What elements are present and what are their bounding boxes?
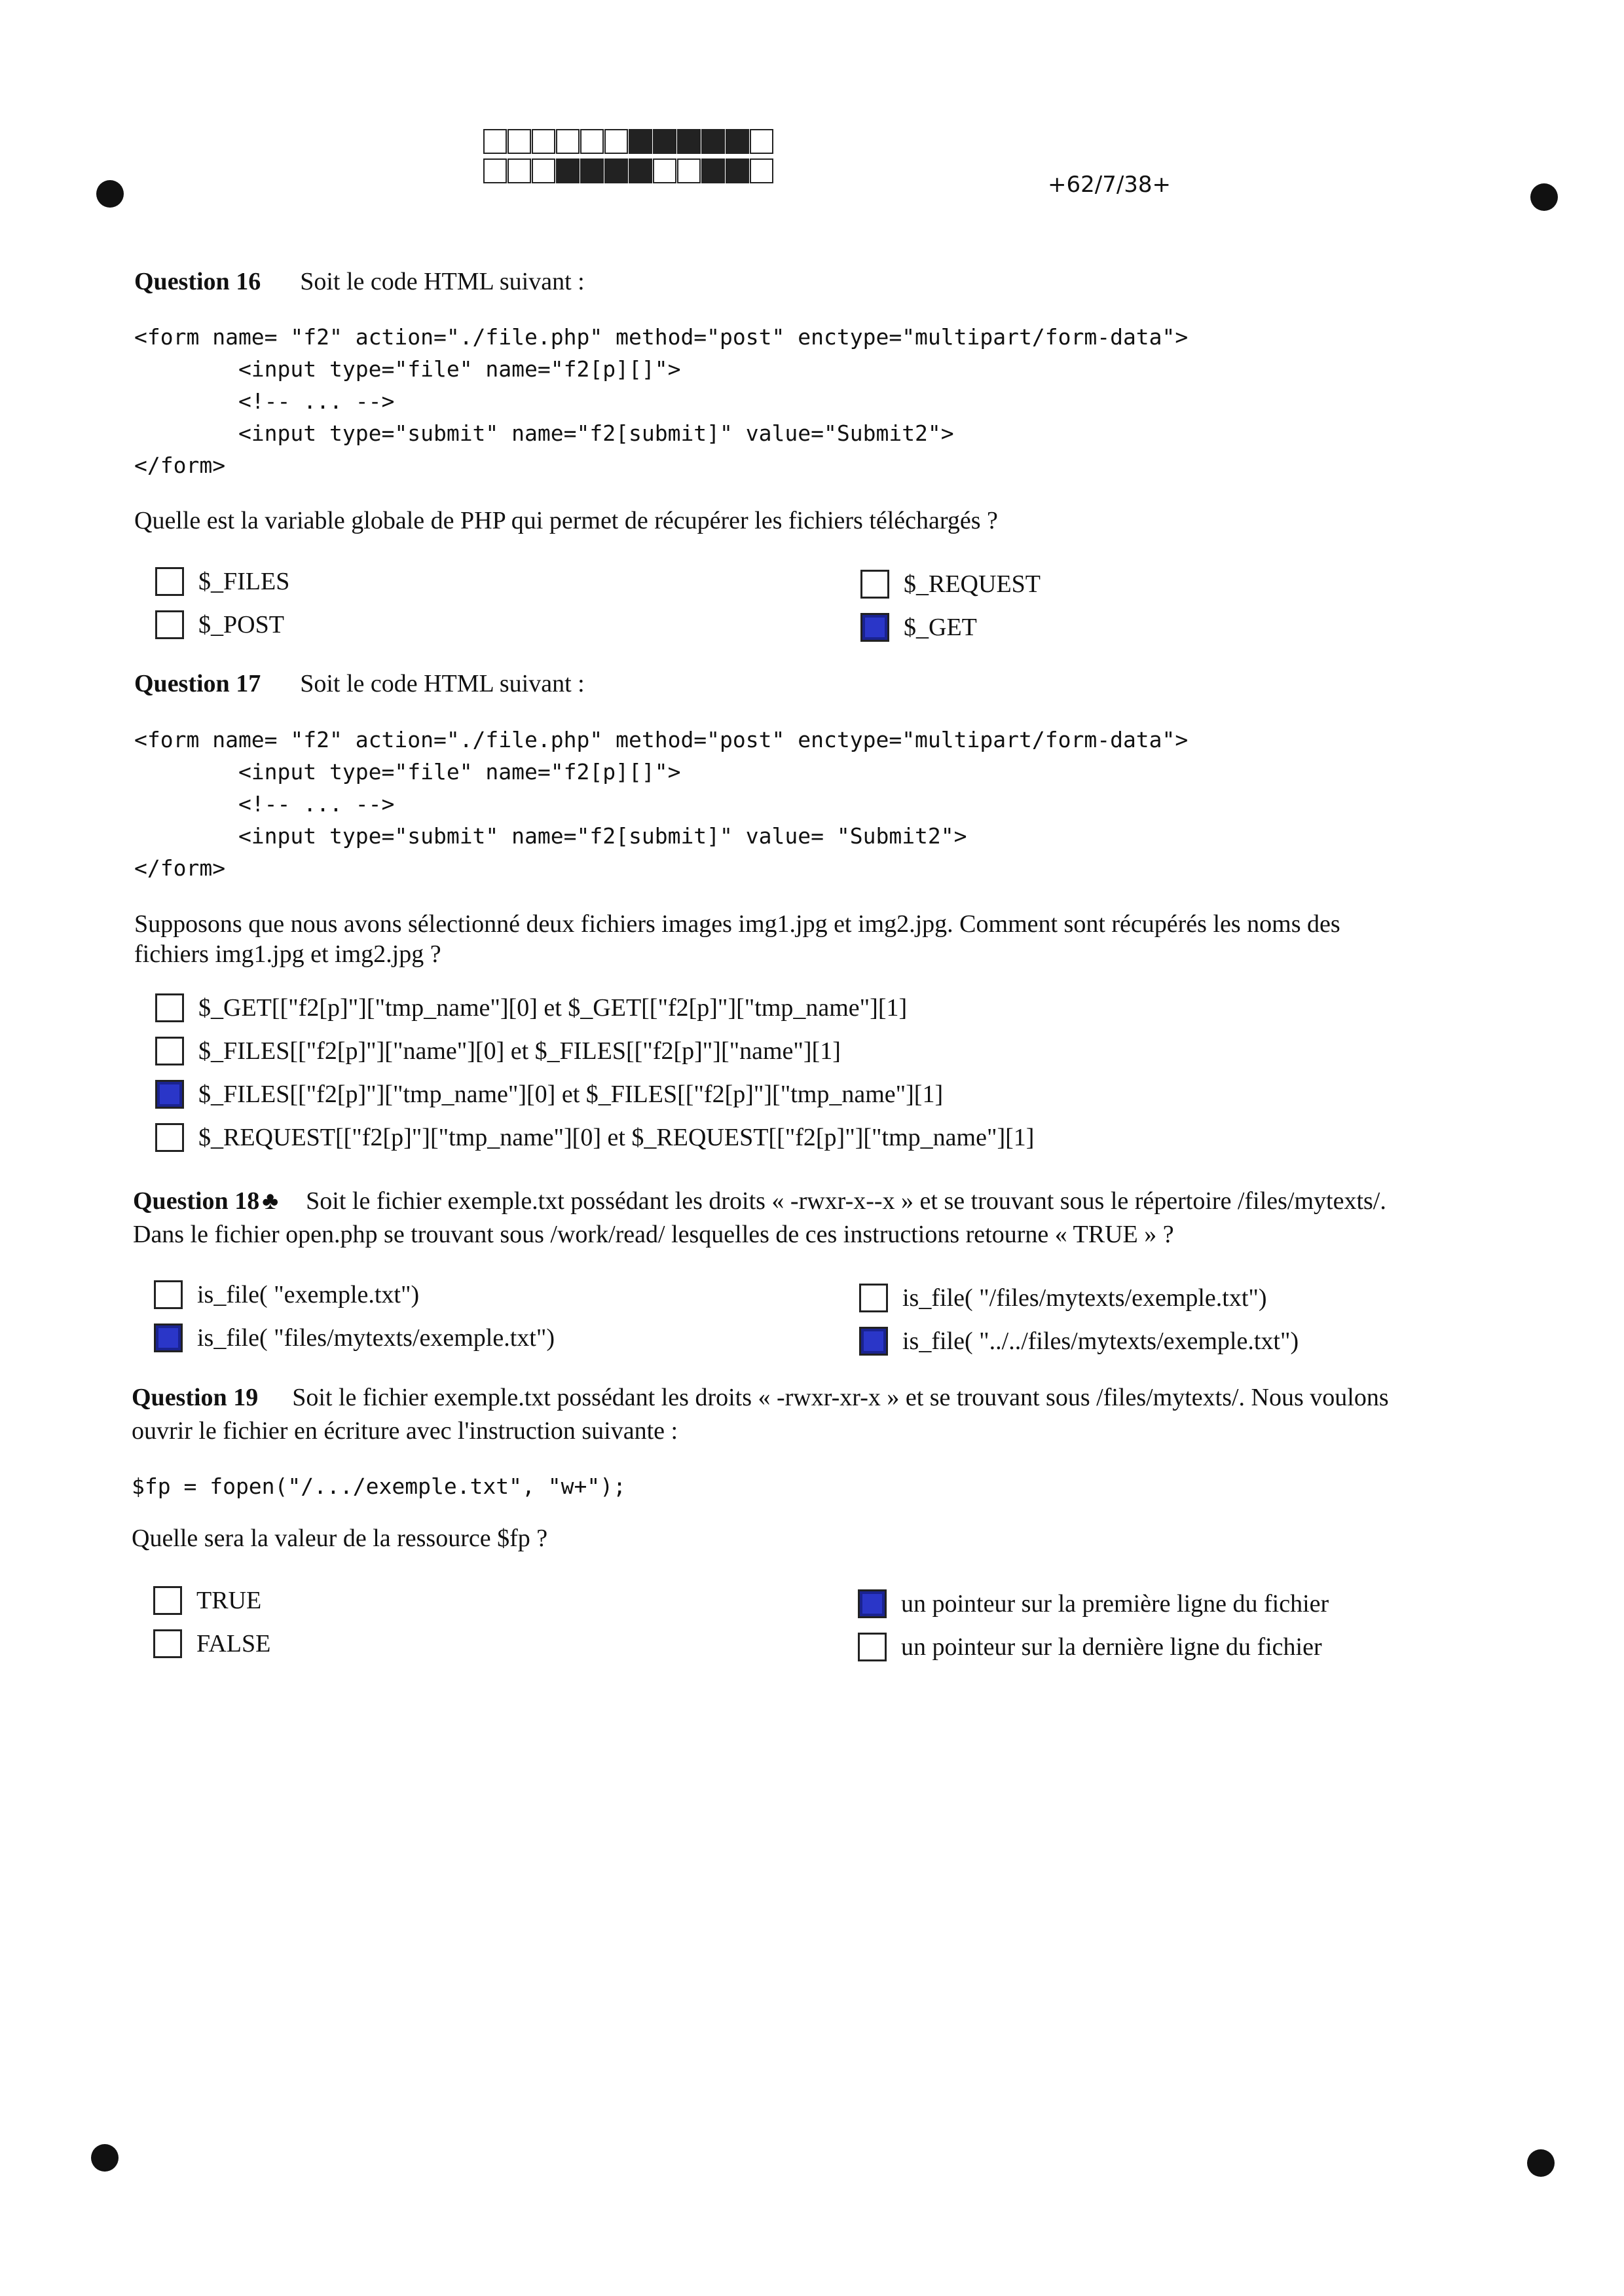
barcode-cell bbox=[677, 129, 701, 154]
q19-option-first-line[interactable] bbox=[858, 1589, 1329, 1618]
q18-option-4[interactable] bbox=[859, 1327, 1299, 1356]
checkbox[interactable] bbox=[155, 1037, 184, 1065]
question-title: Soit le fichier exemple.txt possédant les droits « -rwxr-xr-x » et se trouvant sous /files/mytexts/. Nous voulons bbox=[292, 1384, 1389, 1411]
code-block-q17 bbox=[134, 724, 1188, 884]
barcode-row bbox=[483, 129, 774, 155]
question-17-text-line1: Supposons que nous avons sélectionné deux fichiers images img1.jpg et img2.jpg. Comment sont récupérés les noms des bbox=[134, 910, 1340, 938]
barcode-cell bbox=[532, 129, 555, 154]
q16-option-request[interactable] bbox=[860, 570, 1041, 599]
q18-option-2[interactable] bbox=[859, 1284, 1267, 1312]
option-label: $_GET bbox=[904, 614, 977, 641]
question-16-text: Quelle est la variable globale de PHP qui permet de récupérer les fichiers téléchargés ? bbox=[134, 507, 998, 534]
checkbox[interactable] bbox=[155, 1080, 184, 1109]
checkbox[interactable] bbox=[155, 610, 184, 639]
checkbox[interactable] bbox=[858, 1589, 887, 1618]
question-17-header bbox=[134, 669, 585, 698]
question-number: Question 18 bbox=[133, 1187, 260, 1215]
question-title: Soit le code HTML suivant : bbox=[300, 268, 585, 295]
q17-option-files-name[interactable] bbox=[155, 1037, 841, 1065]
question-title: Soit le fichier exemple.txt possédant les droits « -rwxr-x--x » et se trouvant sous le répertoire /files/mytexts/. bbox=[306, 1187, 1386, 1215]
checkbox[interactable] bbox=[860, 570, 889, 599]
question-number: Question 17 bbox=[134, 670, 261, 697]
barcode-cell bbox=[580, 158, 604, 183]
question-19-header bbox=[132, 1383, 1389, 1412]
option-label: $_POST bbox=[198, 611, 284, 639]
barcode-cell bbox=[556, 129, 580, 154]
checkbox[interactable] bbox=[155, 993, 184, 1022]
q17-option-get[interactable] bbox=[155, 993, 907, 1022]
barcode-cell bbox=[653, 129, 676, 154]
barcode-cell bbox=[532, 158, 555, 183]
multi-answer-symbol: ♣ bbox=[262, 1187, 279, 1215]
code-line-q19: $fp = fopen("/.../exemple.txt", "w+"); bbox=[132, 1473, 626, 1499]
checkbox[interactable] bbox=[155, 1123, 184, 1152]
barcode-row bbox=[483, 158, 774, 185]
barcode-cell bbox=[750, 158, 773, 183]
q17-option-files-tmp[interactable] bbox=[155, 1080, 943, 1109]
checkbox[interactable] bbox=[154, 1324, 183, 1352]
barcode bbox=[483, 129, 774, 188]
option-label: is_file( "exemple.txt") bbox=[197, 1281, 420, 1308]
code-line: <input type="submit" name="f2[submit]" value="Submit2"> bbox=[134, 420, 954, 446]
barcode-cell bbox=[701, 158, 725, 183]
q19-option-true[interactable] bbox=[153, 1586, 261, 1615]
barcode-cell bbox=[507, 158, 531, 183]
barcode-cell bbox=[701, 129, 725, 154]
option-label: is_file( "files/mytexts/exemple.txt") bbox=[197, 1324, 555, 1352]
registration-mark-bottom-right bbox=[1527, 2149, 1555, 2177]
checkbox[interactable] bbox=[155, 567, 184, 596]
option-label: is_file( "/files/mytexts/exemple.txt") bbox=[902, 1284, 1267, 1312]
question-18-text-line2: Dans le fichier open.php se trouvant sous /work/read/ lesquelles de ces instructions retourne « TRUE » ? bbox=[133, 1221, 1174, 1248]
option-label: $_GET[["f2[p]"]["tmp_name"][0] et $_GET[["f2[p]"]["tmp_name"][1] bbox=[198, 994, 908, 1022]
code-line: <form name= "f2" action="./file.php" method="post" enctype="multipart/form-data"> bbox=[134, 727, 1189, 752]
option-label: un pointeur sur la dernière ligne du fichier bbox=[901, 1633, 1322, 1661]
option-label: $_REQUEST bbox=[904, 570, 1041, 598]
q19-option-false[interactable] bbox=[153, 1629, 270, 1658]
barcode-cell bbox=[629, 129, 652, 154]
barcode-cell bbox=[507, 129, 531, 154]
q17-option-request[interactable] bbox=[155, 1123, 1034, 1152]
option-label: $_FILES bbox=[198, 568, 290, 595]
q16-option-get[interactable] bbox=[860, 613, 977, 642]
registration-mark-bottom-left bbox=[91, 2144, 119, 2172]
code-line: <form name= "f2" action="./file.php" method="post" enctype="multipart/form-data"> bbox=[134, 324, 1189, 350]
checkbox[interactable] bbox=[153, 1629, 182, 1658]
barcode-cell bbox=[604, 129, 628, 154]
option-label: is_file( "../../files/mytexts/exemple.txt") bbox=[902, 1327, 1299, 1355]
question-number: Question 16 bbox=[134, 268, 261, 295]
barcode-cell bbox=[726, 129, 749, 154]
checkbox[interactable] bbox=[153, 1586, 182, 1615]
option-label: $_FILES[["f2[p]"]["tmp_name"][0] et $_FILES[["f2[p]"]["tmp_name"][1] bbox=[198, 1081, 944, 1108]
barcode-cell bbox=[677, 158, 701, 183]
checkbox[interactable] bbox=[860, 613, 889, 642]
option-label: FALSE bbox=[196, 1630, 271, 1657]
option-label: TRUE bbox=[196, 1587, 262, 1614]
option-label: $_REQUEST[["f2[p]"]["tmp_name"][0] et $_REQUEST[["f2[p]"]["tmp_name"][1] bbox=[198, 1124, 1035, 1151]
barcode-cell bbox=[580, 129, 604, 154]
barcode-cell bbox=[483, 158, 507, 183]
question-title: Soit le code HTML suivant : bbox=[300, 670, 585, 697]
barcode-cell bbox=[726, 158, 749, 183]
checkbox[interactable] bbox=[859, 1284, 888, 1312]
q18-option-3[interactable] bbox=[154, 1324, 555, 1352]
q19-option-last-line[interactable] bbox=[858, 1633, 1322, 1661]
barcode-cell bbox=[653, 158, 676, 183]
page-id: +62/7/38+ bbox=[1048, 172, 1172, 198]
option-label: un pointeur sur la première ligne du fichier bbox=[901, 1590, 1329, 1618]
question-17-text-line2: fichiers img1.jpg et img2.jpg ? bbox=[134, 940, 441, 968]
code-line: <input type="file" name="f2[p][]"> bbox=[134, 759, 681, 785]
code-line: <!-- ... --> bbox=[134, 791, 395, 817]
code-line: <input type="submit" name="f2[submit]" value= "Submit2"> bbox=[134, 823, 967, 849]
q16-option-files[interactable] bbox=[155, 567, 289, 596]
code-line: <!-- ... --> bbox=[134, 388, 395, 414]
question-18-header bbox=[133, 1187, 1386, 1215]
checkbox[interactable] bbox=[859, 1327, 888, 1356]
barcode-cell bbox=[629, 158, 652, 183]
question-16-header bbox=[134, 267, 585, 296]
barcode-cell bbox=[750, 129, 773, 154]
code-line: </form> bbox=[134, 453, 226, 478]
barcode-cell bbox=[604, 158, 628, 183]
checkbox[interactable] bbox=[858, 1633, 887, 1661]
barcode-cell bbox=[556, 158, 580, 183]
checkbox[interactable] bbox=[154, 1280, 183, 1309]
question-number: Question 19 bbox=[132, 1384, 259, 1411]
code-line: <input type="file" name="f2[p][]"> bbox=[134, 356, 681, 382]
barcode-cell bbox=[483, 129, 507, 154]
registration-mark-top-right bbox=[1530, 183, 1558, 211]
code-block-q16 bbox=[134, 321, 1188, 481]
question-19-text: Quelle sera la valeur de la ressource $fp ? bbox=[132, 1525, 548, 1552]
registration-mark-top-left bbox=[96, 180, 124, 208]
q18-option-1[interactable] bbox=[154, 1280, 419, 1309]
option-label: $_FILES[["f2[p]"]["name"][0] et $_FILES[["f2[p]"]["name"][1] bbox=[198, 1037, 841, 1065]
q16-option-post[interactable] bbox=[155, 610, 284, 639]
question-19-text-line2: ouvrir le fichier en écriture avec l'instruction suivante : bbox=[132, 1417, 678, 1445]
code-line: </form> bbox=[134, 855, 226, 881]
